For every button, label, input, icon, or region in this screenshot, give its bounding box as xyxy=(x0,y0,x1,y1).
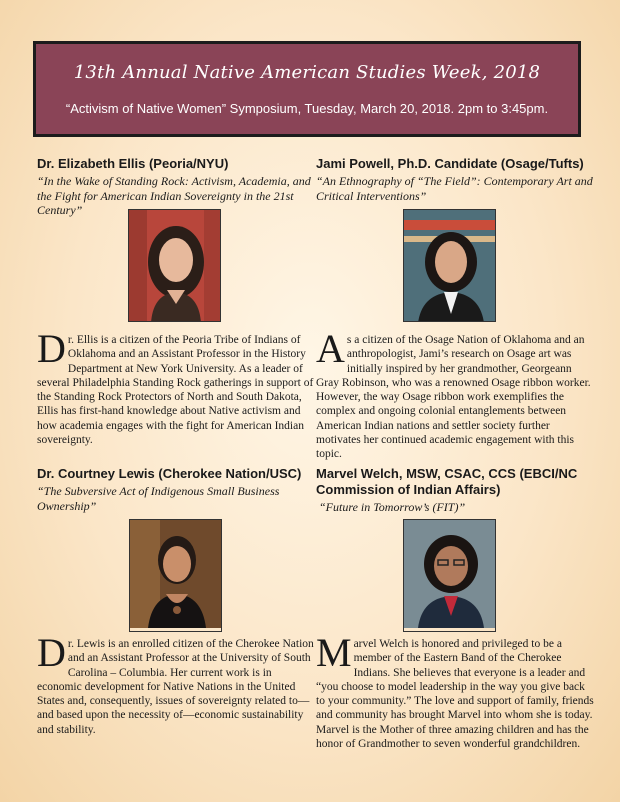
speaker-name: Dr. Courtney Lewis (Cherokee Nation/USC) xyxy=(37,466,302,481)
bio-text: s a citizen of the Osage Nation of Oklahoma and an anthropologist, Jami’s research on Osage art was initially inspired by her grandmother, Georgeann Gray Robinson, who was a renowned Osage ribbon worker. However, the way Osage ribbon work exemplifies the complex and ongoing colonial entanglements between American Indian nations and settler society further motivates her continued academic engagement with this topic. xyxy=(316,334,591,461)
speaker-bio-welch xyxy=(316,630,596,751)
event-subtitle: “Activism of Native Women” Symposium, Tuesday, March 20, 2018. 2pm to 3:45pm. xyxy=(65,101,549,116)
drop-cap: A xyxy=(316,326,345,371)
speaker-photo-welch xyxy=(403,519,496,632)
talk-title: “The Subversive Act of Indigenous Small Business Ownership” xyxy=(37,484,280,513)
speaker-bio-ellis xyxy=(37,326,317,447)
talk-title: “Future in Tomorrow’s (FIT)” xyxy=(319,500,466,514)
speaker-welch xyxy=(316,466,596,515)
speaker-photo-ellis xyxy=(128,209,221,322)
portrait-image xyxy=(129,210,221,322)
speaker-bio-lewis xyxy=(37,630,317,737)
speaker-name: Jami Powell, Ph.D. Candidate (Osage/Tufts) xyxy=(316,156,584,171)
event-title: 13th Annual Native American Studies Week, 2018 xyxy=(73,62,541,83)
portrait-image xyxy=(130,520,222,628)
bio-text: r. Ellis is a citizen of the Peoria Tribe of Indians of Oklahoma and an Assistant Professor in the History Department at New York University. As a leader of several Philadelphia Standing Rock gatherings in support of the Standing Rock Protectors of North and South Dakota, Ellis has first-hand knowledge about Native activism and how academia engages with the fight for American Indian sovereignty. xyxy=(37,334,314,447)
event-banner xyxy=(33,41,581,137)
speaker-name: Dr. Elizabeth Ellis (Peoria/NYU) xyxy=(37,156,229,171)
speaker-photo-lewis xyxy=(129,519,222,632)
speaker-photo-powell xyxy=(403,209,496,322)
speaker-lewis xyxy=(37,466,317,513)
drop-cap: D xyxy=(37,326,66,371)
drop-cap: D xyxy=(37,630,66,675)
speaker-powell xyxy=(316,156,596,203)
drop-cap: M xyxy=(316,630,352,675)
bio-text: r. Lewis is an enrolled citizen of the Cherokee Nation and an Assistant Professor at the University of South Carolina – Columbia. Her current work is in economic development for Native Nations in the United States and, consequently, issues of sovereignty related to—and based upon the necessity of—economic sustainability and stability. xyxy=(37,638,314,736)
talk-title: “An Ethnography of “The Field”: Contemporary Art and Critical Interventions” xyxy=(316,174,593,203)
talk-title: “In the Wake of Standing Rock: Activism, Academia, and the Fight for American Indian Sovereignty in the 21st Century” xyxy=(37,174,311,217)
portrait-image xyxy=(404,520,496,628)
speaker-bio-powell xyxy=(316,326,596,462)
portrait-image xyxy=(404,210,496,322)
speaker-name: Marvel Welch, MSW, CSAC, CCS (EBCI/NC Commission of Indian Affairs) xyxy=(316,466,578,497)
bio-text: arvel Welch is honored and privileged to be a member of the Eastern Band of the Cherokee Indians. She believes that everyone is a leader and “you choose to model leadership in the way you give back to your community.” The love and support of family, friends and community has brought Marvel into whom she is today. Marvel is the Mother of three amazing children and has the honor of Grandmother to seven wonderful grandchildren. xyxy=(316,638,594,751)
